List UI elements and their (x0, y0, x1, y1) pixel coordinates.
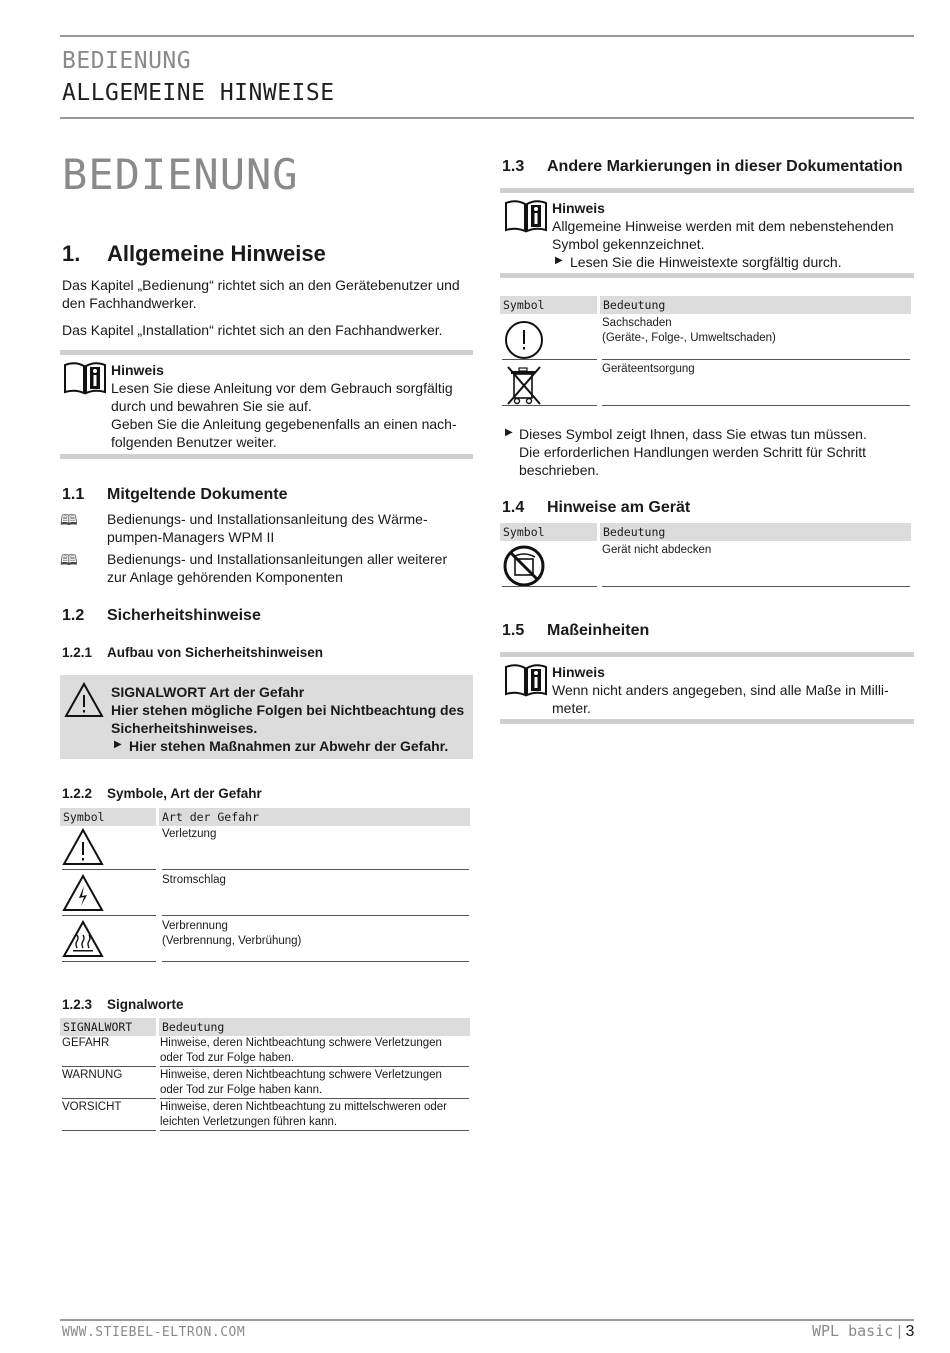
note-title: Hinweis (552, 664, 605, 680)
signalword-warnung: WARNUNG (62, 1069, 123, 1081)
book-icon: 🕮 (60, 552, 78, 569)
disposal-label: Geräteentsorgung (602, 363, 695, 375)
note-line-1: Allgemeine Hinweise werden mit dem nebenstehenden (552, 218, 894, 234)
table-header-symbol: Symbol (60, 808, 156, 826)
table-header-bedeutung: Bedeutung (600, 296, 911, 314)
row-divider (62, 1130, 156, 1131)
property-damage-label: Sachschaden (602, 317, 672, 329)
note-bottom-bar (500, 719, 914, 724)
warning-line-4: Hier stehen Maßnahmen zur Abwehr der Gefahr. (129, 738, 449, 754)
section-1-2-3-number: 1.2.3 (62, 997, 93, 1012)
arrow-right-icon: ▶ (114, 739, 122, 750)
section-1-number: 1. (62, 241, 81, 266)
signalword-gefahr-desc-1: Hinweise, deren Nichtbeachtung schwere Verletzungen (160, 1037, 442, 1049)
exclamation-circle-icon (504, 320, 544, 360)
row-divider (62, 1098, 156, 1099)
info-book-icon (504, 663, 548, 697)
row-divider (502, 586, 597, 587)
signalword-vorsicht-desc-2: leichten Verletzungen führen kann. (160, 1116, 338, 1128)
note-title: Hinweis (111, 362, 164, 378)
book-icon: 🕮 (60, 512, 78, 529)
page-title: BEDIENUNG (62, 150, 299, 199)
row-divider (502, 405, 597, 406)
row-divider (160, 1066, 469, 1067)
section-1-4-title: Hinweise am Gerät (547, 499, 691, 516)
section-1-4-number: 1.4 (502, 499, 525, 516)
section-1-2-2-number: 1.2.2 (62, 786, 93, 801)
row-divider (62, 1066, 156, 1067)
section-1-para-1: Das Kapitel „Bedienung“ richtet sich an den Gerätebenutzer und den Fachhandwerker. (62, 277, 460, 311)
hot-surface-icon (62, 920, 104, 958)
note-line-4: folgenden Benutzer weiter. (111, 434, 277, 450)
signalword-vorsicht-desc-1: Hinweise, deren Nichtbeachtung zu mittelschweren oder (160, 1101, 448, 1113)
hazard-row-1: Verletzung (162, 828, 217, 840)
warning-triangle-icon (62, 828, 104, 866)
row-divider (502, 359, 597, 360)
note-bottom-bar (60, 454, 473, 459)
section-1-2-1-number: 1.2.1 (62, 645, 93, 660)
row-divider (160, 1098, 469, 1099)
table-header-symbol: Symbol (500, 296, 597, 314)
arrow-right-icon: ▶ (505, 427, 513, 438)
note-line-2: Symbol gekennzeichnet. (552, 236, 705, 252)
row-divider (62, 869, 156, 870)
section-1-3-number: 1.3 (502, 158, 525, 175)
section-1-1-number: 1.1 (62, 486, 85, 503)
section-1-5-number: 1.5 (502, 622, 525, 639)
section-1-3-title: Andere Markierungen in dieser Dokumentation (547, 158, 903, 175)
note-line-2: meter. (552, 700, 591, 716)
section-1-5-title: Maßeinheiten (547, 622, 650, 639)
row-divider (162, 869, 469, 870)
property-damage-detail: (Geräte-, Folge-, Umweltschaden) (602, 332, 776, 344)
action-line-2: Die erforderlichen Handlungen werden Schritt für Schritt (519, 444, 867, 460)
warning-line-3: Sicherheitshinweises. (111, 720, 258, 736)
arrow-right-icon: ▶ (555, 255, 563, 266)
row-divider (160, 1130, 469, 1131)
warning-line-2: Hier stehen mögliche Folgen bei Nichtbeachtung des (111, 702, 465, 718)
hazard-row-2: Stromschlag (162, 874, 226, 886)
hazard-row-3-detail: (Verbrennung, Verbrühung) (162, 935, 302, 947)
hazard-row-3: Verbrennung (162, 920, 228, 932)
section-1-2-3-title: Signalworte (107, 997, 184, 1012)
header-bottom-rule (60, 117, 914, 119)
footer-rule (60, 1319, 914, 1321)
row-divider (602, 405, 910, 406)
footer-product-name: WPL basic (812, 1322, 894, 1340)
signalword-gefahr: GEFAHR (62, 1037, 110, 1049)
note-line-2: durch und bewahren Sie sie auf. (111, 398, 312, 414)
footer-product (812, 1322, 914, 1341)
table-header-symbol: Symbol (500, 523, 597, 541)
note-bottom-bar (500, 273, 914, 278)
table-header-bedeutung: Bedeutung (600, 523, 911, 541)
signalword-vorsicht: VORSICHT (62, 1101, 122, 1113)
signalword-warnung-desc-1: Hinweise, deren Nichtbeachtung schwere Verletzungen (160, 1069, 442, 1081)
section-1-para-2: Das Kapitel „Installation“ richtet sich an den Fachhandwerker. (62, 322, 443, 338)
doc-1-line-2: pumpen-Managers WPM II (107, 529, 275, 545)
section-1-title: Allgemeine Hinweise (107, 241, 326, 266)
warning-triangle-icon (64, 682, 104, 718)
table-header-gefahr: Art der Gefahr (159, 808, 470, 826)
note-top-bar (500, 188, 914, 193)
note-top-bar (500, 652, 914, 657)
footer-separator: | (897, 1323, 902, 1340)
row-divider (162, 915, 469, 916)
page-number: 3 (905, 1323, 915, 1340)
action-line-1: Dieses Symbol zeigt Ihnen, dass Sie etwas tun müssen. (519, 426, 867, 442)
section-1-2-number: 1.2 (62, 607, 85, 624)
note-line-1: Lesen Sie diese Anleitung vor dem Gebrauch sorgfältig (111, 380, 453, 396)
warning-signalword: SIGNALWORT Art der Gefahr (111, 684, 305, 700)
do-not-cover-icon (503, 545, 545, 587)
electric-shock-icon (62, 874, 104, 912)
note-line-3: Geben Sie die Anleitung gegebenenfalls an einen nach- (111, 416, 457, 432)
row-divider (62, 961, 156, 962)
note-line-1: Wenn nicht anders angegeben, sind alle Maße in Milli- (552, 682, 889, 698)
header-section: BEDIENUNG (62, 48, 192, 74)
doc-1-line-1: Bedienungs- und Installationsanleitung des Wärme- (107, 511, 428, 527)
footer-url: WWW.STIEBEL-ELTRON.COM (62, 1325, 246, 1340)
section-1-2-1-title: Aufbau von Sicherheitshinweisen (107, 645, 324, 660)
action-line-3: beschrieben. (519, 462, 600, 478)
doc-2-line-1: Bedienungs- und Installationsanleitungen aller weiterer (107, 551, 448, 567)
header-subsection: ALLGEMEINE HINWEISE (62, 80, 335, 106)
table-header-bedeutung: Bedeutung (159, 1018, 470, 1036)
signalword-warnung-desc-2: oder Tod zur Folge haben kann. (160, 1084, 323, 1096)
header-top-rule (60, 35, 914, 37)
waste-bin-crossed-icon (504, 364, 544, 406)
section-1-1-title: Mitgeltende Dokumente (107, 486, 288, 503)
doc-2-line-2: zur Anlage gehörenden Komponenten (107, 569, 343, 585)
section-1-2-2-title: Symbole, Art der Gefahr (107, 786, 262, 801)
section-1-2-title: Sicherheitshinweise (107, 607, 261, 624)
note-title: Hinweis (552, 200, 605, 216)
note-top-bar (60, 350, 473, 355)
note-line-3: Lesen Sie die Hinweistexte sorgfältig durch. (570, 254, 842, 270)
row-divider (602, 586, 910, 587)
row-divider (162, 961, 469, 962)
table-header-signalwort: SIGNALWORT (60, 1018, 156, 1036)
info-book-icon (63, 361, 107, 395)
row-divider (602, 359, 910, 360)
row-divider (62, 915, 156, 916)
do-not-cover-label: Gerät nicht abdecken (602, 544, 712, 556)
info-book-icon (504, 199, 548, 233)
signalword-gefahr-desc-2: oder Tod zur Folge haben. (160, 1052, 295, 1064)
